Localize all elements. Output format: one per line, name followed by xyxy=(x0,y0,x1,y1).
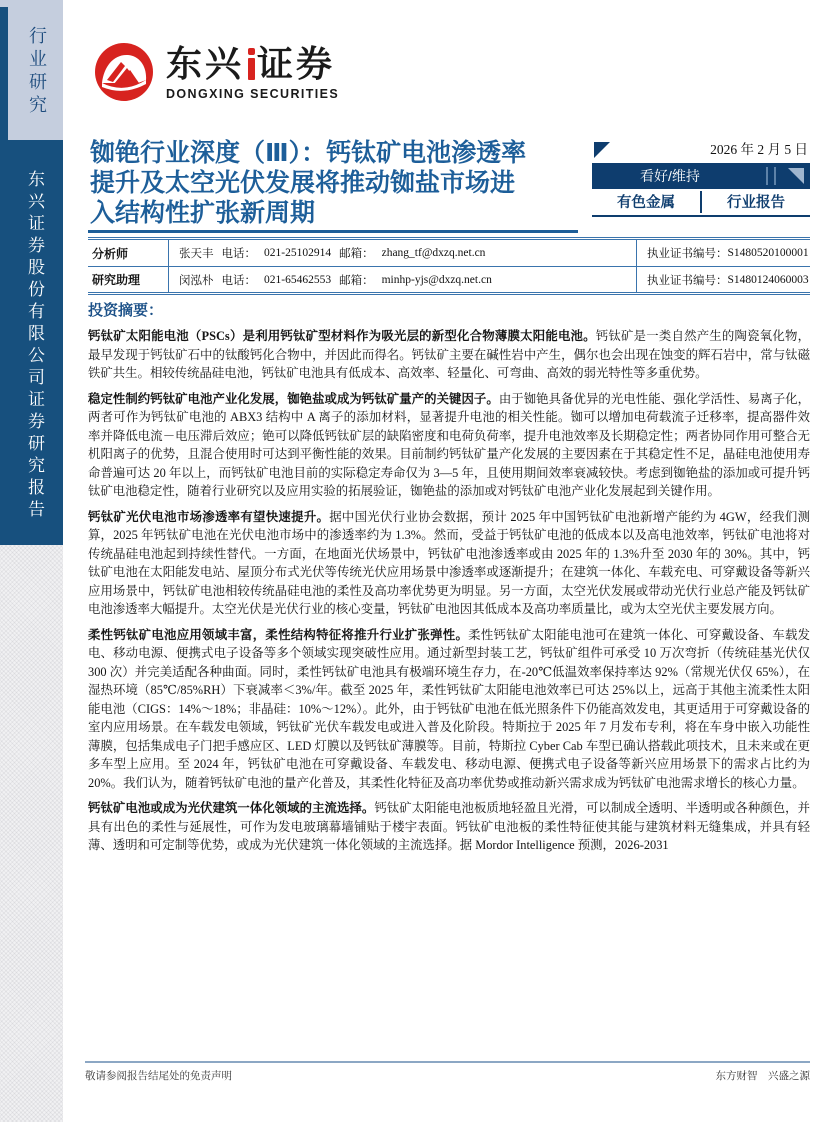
red-accent-icon xyxy=(248,48,255,80)
title-line-3: 入结构性扩张新周期 xyxy=(90,199,316,227)
sidebar-hatch-panel xyxy=(0,545,63,1122)
report-date: 2026 年 2 月 5 日 xyxy=(710,142,808,157)
analyst-phone: 021-25102914 xyxy=(264,247,332,259)
brand-text xyxy=(166,42,339,101)
report-type-label: 行业报告 xyxy=(727,195,785,211)
summary-paragraph xyxy=(88,508,810,619)
brand-name-cn xyxy=(166,44,339,84)
paragraph-lead: 柔性钙钛矿电池应用领域丰富，柔性结构特征将推升行业扩张弹性。 xyxy=(88,627,469,642)
sidebar-company-panel xyxy=(0,140,63,545)
brand-logo xyxy=(94,42,339,102)
brand-cn-part1: 东兴 xyxy=(166,43,245,84)
paragraph-lead: 稳定性制约钙钛矿电池产业化发展，铷铯盐或成为钙钛矿量产的关键因子。 xyxy=(88,391,499,406)
email-label: 邮箱： xyxy=(339,248,374,260)
title-underline xyxy=(88,230,578,233)
analyst-role: 研究助理 xyxy=(92,273,141,287)
analyst-contact xyxy=(168,240,636,266)
rating-label: 看好/维持 xyxy=(640,168,700,184)
report-title xyxy=(90,138,590,228)
license-label: 执业证书编号： xyxy=(647,248,728,260)
brand-name-en: DONGXING SECURITIES xyxy=(166,86,340,101)
paragraph-lead: 钙钛矿光伏电池市场渗透率有望快速提升。 xyxy=(88,509,330,524)
footer-slogan: 东方财智 兴盛之源 xyxy=(715,1071,810,1082)
paragraph-lead: 钙钛矿太阳能电池（PSCs）是利用钙钛矿型材料作为吸光层的新型化合物薄膜太阳能电池。 xyxy=(88,329,596,343)
paragraph-body: 钙钛矿是一类自然产生的陶瓷氧化物，最早发现于钙钛矿石中的钛酸钙化合物中，并因此而得名。钙钛矿主要在碱性岩中产生，偶尔也会出现在蚀变的辉石岩中，常与钛磁铁矿共生。相较传统晶硅电池，钙钛矿电池具有低成本、高效率、轻量化、可弯曲、高效的弱光特性等多重优势。 xyxy=(88,329,810,380)
analyst-name: 张天丰 xyxy=(179,248,214,260)
sidebar-company-label: 东兴证券股份有限公司证券研究报告 xyxy=(25,170,44,522)
paragraph-body: 钙钛矿太阳能电池板质地轻盈且光滑，可以制成全透明、半透明或各种颜色，并具有出色的柔性与延展性，可作为发电玻璃幕墙铺贴于楼宇表面。钙钛矿电池板的柔性特征使其能与建筑材料无缝集成，并具有轻薄、透明和可定制等优势，或成为光伏建筑一体化领域的主流选择。据 Mordor Intelligence 预测，2026-2031 xyxy=(88,801,811,852)
license-number: S1480520100001 xyxy=(727,247,809,259)
paragraph-lead: 钙钛矿电池或成为光伏建筑一体化领域的主流选择。 xyxy=(88,801,375,815)
license-number: S1480124060003 xyxy=(727,273,809,286)
analyst-email: minhp-yjs@dxzq.net.cn xyxy=(381,273,492,286)
industry-label: 有色金属 xyxy=(617,195,675,211)
analyst-role: 分析师 xyxy=(92,246,129,261)
summary-paragraph xyxy=(88,390,810,501)
summary-paragraph xyxy=(88,327,810,383)
rating-deco-line xyxy=(766,167,768,185)
dongxing-logo-icon xyxy=(94,42,154,102)
license-label: 执业证书编号： xyxy=(647,274,728,287)
paragraph-body: 据中国光伏行业协会数据，预计 2025 年中国钙钛矿电池新增产能约为 4GW，经我们测算，2025 年钙钛矿电池在光伏电池市场中的渗透率约为 1.3%。然而，受益于钙钛矿电池的低成本以及高电池效率，钙钛矿电池将对传统晶硅电池起到持续性替代。一方面，在地面光伏场景中，钙钛矿电池渗透率或由 2025 年的 1.3%升至 2030 年的 30%。其中，钙钛矿电池在太阳能发电站、屋顶分布式光伏等传统光伏应用场景中渗透率或逐渐提升；在建筑一体化、车载充电、可穿戴设备等新兴应用场景中，钙钛矿电池相较传统晶硅电池的柔性及高功率优势更为明显。另一方面，太空光伏发展或带动光伏行业总产能及钙钛矿电池渗透率大幅提升。太空光伏是光伏行业的核心变量，钙钛矿电池因其低成本及高功率质量比，或为太空光伏主要发展方向。 xyxy=(88,509,810,616)
summary-heading: 投资摘要： xyxy=(88,302,164,319)
phone-label: 电话： xyxy=(221,248,256,260)
analyst-name: 闵泓朴 xyxy=(179,274,214,287)
rating-triangle-icon xyxy=(788,168,804,184)
phone-label: 电话： xyxy=(221,274,256,287)
analyst-contact xyxy=(168,267,636,292)
rating-bar xyxy=(592,163,810,189)
paragraph-body: 由于铷铯具备优异的光电性能、强化学活性、易离子化，两者可作为钙钛矿电池的 ABX3 结构中 A 离子的添加材料，显著提升电池的相关性能。铷可以增加电荷载流子迁移率，提高器件效率并降低电流－电压滞后效应；铯可以降低钙钛矿层的缺陷密度和电荷负荷率，提升电池效率及长期稳定性；两者协同作用可整合无机阳离子的优势，且混合使用时可达到平衡性能的效果。目前制约钙钛矿量产化发展的主要因素在于其稳定性不足，晶硅电池使用寿命普遍可达 20 年以上，而钙钛矿电池目前的实际稳定寿命仅为 3—5 年，且使用期间效率衰减较快。考虑到铷铯盐的添加或可提升钙钛矿电池稳定性，随着行业研究以及应用实验的拓展验证，铷铯盐的添加或对钙钛矿电池产业化发展起到关键作用。 xyxy=(88,391,811,498)
sidebar-top-strip xyxy=(0,7,8,140)
analyst-phone: 021-65462553 xyxy=(264,273,332,286)
title-line-1: 铷铯行业深度（Ⅲ）：钙钛矿电池渗透率 xyxy=(90,139,527,167)
table-row xyxy=(88,266,810,292)
footer-divider xyxy=(85,1061,810,1063)
brand-cn-part2: 证券 xyxy=(257,43,336,84)
industry-row xyxy=(592,189,810,217)
title-line-2: 提升及太空光伏发展将推动铷盐市场进 xyxy=(90,169,516,197)
summary-body xyxy=(88,327,810,862)
footer-disclaimer: 敬请参阅报告结尾处的免责声明 xyxy=(85,1071,232,1082)
table-row xyxy=(88,240,810,266)
summary-paragraph xyxy=(88,626,810,793)
analyst-license xyxy=(636,267,810,292)
rating-deco-line xyxy=(774,167,776,185)
analyst-table xyxy=(88,237,810,295)
sidebar-top-panel xyxy=(0,0,63,140)
email-label: 邮箱： xyxy=(339,274,374,287)
sidebar-category-label: 行业研究 xyxy=(27,26,47,118)
analyst-email: zhang_tf@dxzq.net.cn xyxy=(381,247,486,259)
report-date-row xyxy=(592,136,810,163)
footer xyxy=(85,1068,810,1083)
summary-paragraph xyxy=(88,799,810,855)
paragraph-body: 柔性钙钛矿太阳能电池可在建筑一体化、可穿戴设备、车载发电、移动电源、便携式电子设备等多个领域实现突破性应用。通过新型封装工艺，钙钛矿组件可承受 10 万次弯折（传统硅基光伏仅 300 次）并完美适配各种曲面。同时，柔性钙钛矿电池具有极端环境生存力，在-20℃低温效率保持率达 92%（常规光伏仅 65%），在湿热环境（85℃/85%RH）下衰减率＜3%/年。截至 2025 年，柔性钙钛矿太阳能电池效率已可达 25%以上，远高于其他主流柔性太阳能电池（CIGS：14%～18%；非晶硅：10%～12%）。此外，由于钙钛矿电池在低光照条件下仍能高效发电，其更适用于可穿戴设备的室内应用场景。在车载发电领域，钙钛矿光伏车载发电或进入普及化阶段。特斯拉于 2025 年 7 月发布专利，将在车身中嵌入功能性薄膜，包括集成电子门把手感应区、LED 灯膜以及钙钛矿薄膜等。目前，特斯拉 Cyber Cab 车型已确认搭载此项技术，且未来或在更多车型上应用。至 2024 年，钙钛矿电池在可穿戴设备、车载发电、移动电源、便携式电子设备等新兴应用场景下的需求占比约为 20%。我们认为，随着钙钛矿电池的量产化普及，其柔性化特征及高功率优势或推动新兴需求成为钙钛矿电池需求增长的核心力量。 xyxy=(88,627,811,790)
analyst-license xyxy=(636,240,810,266)
corner-triangle-icon xyxy=(594,142,610,158)
header-info-block xyxy=(592,136,810,217)
